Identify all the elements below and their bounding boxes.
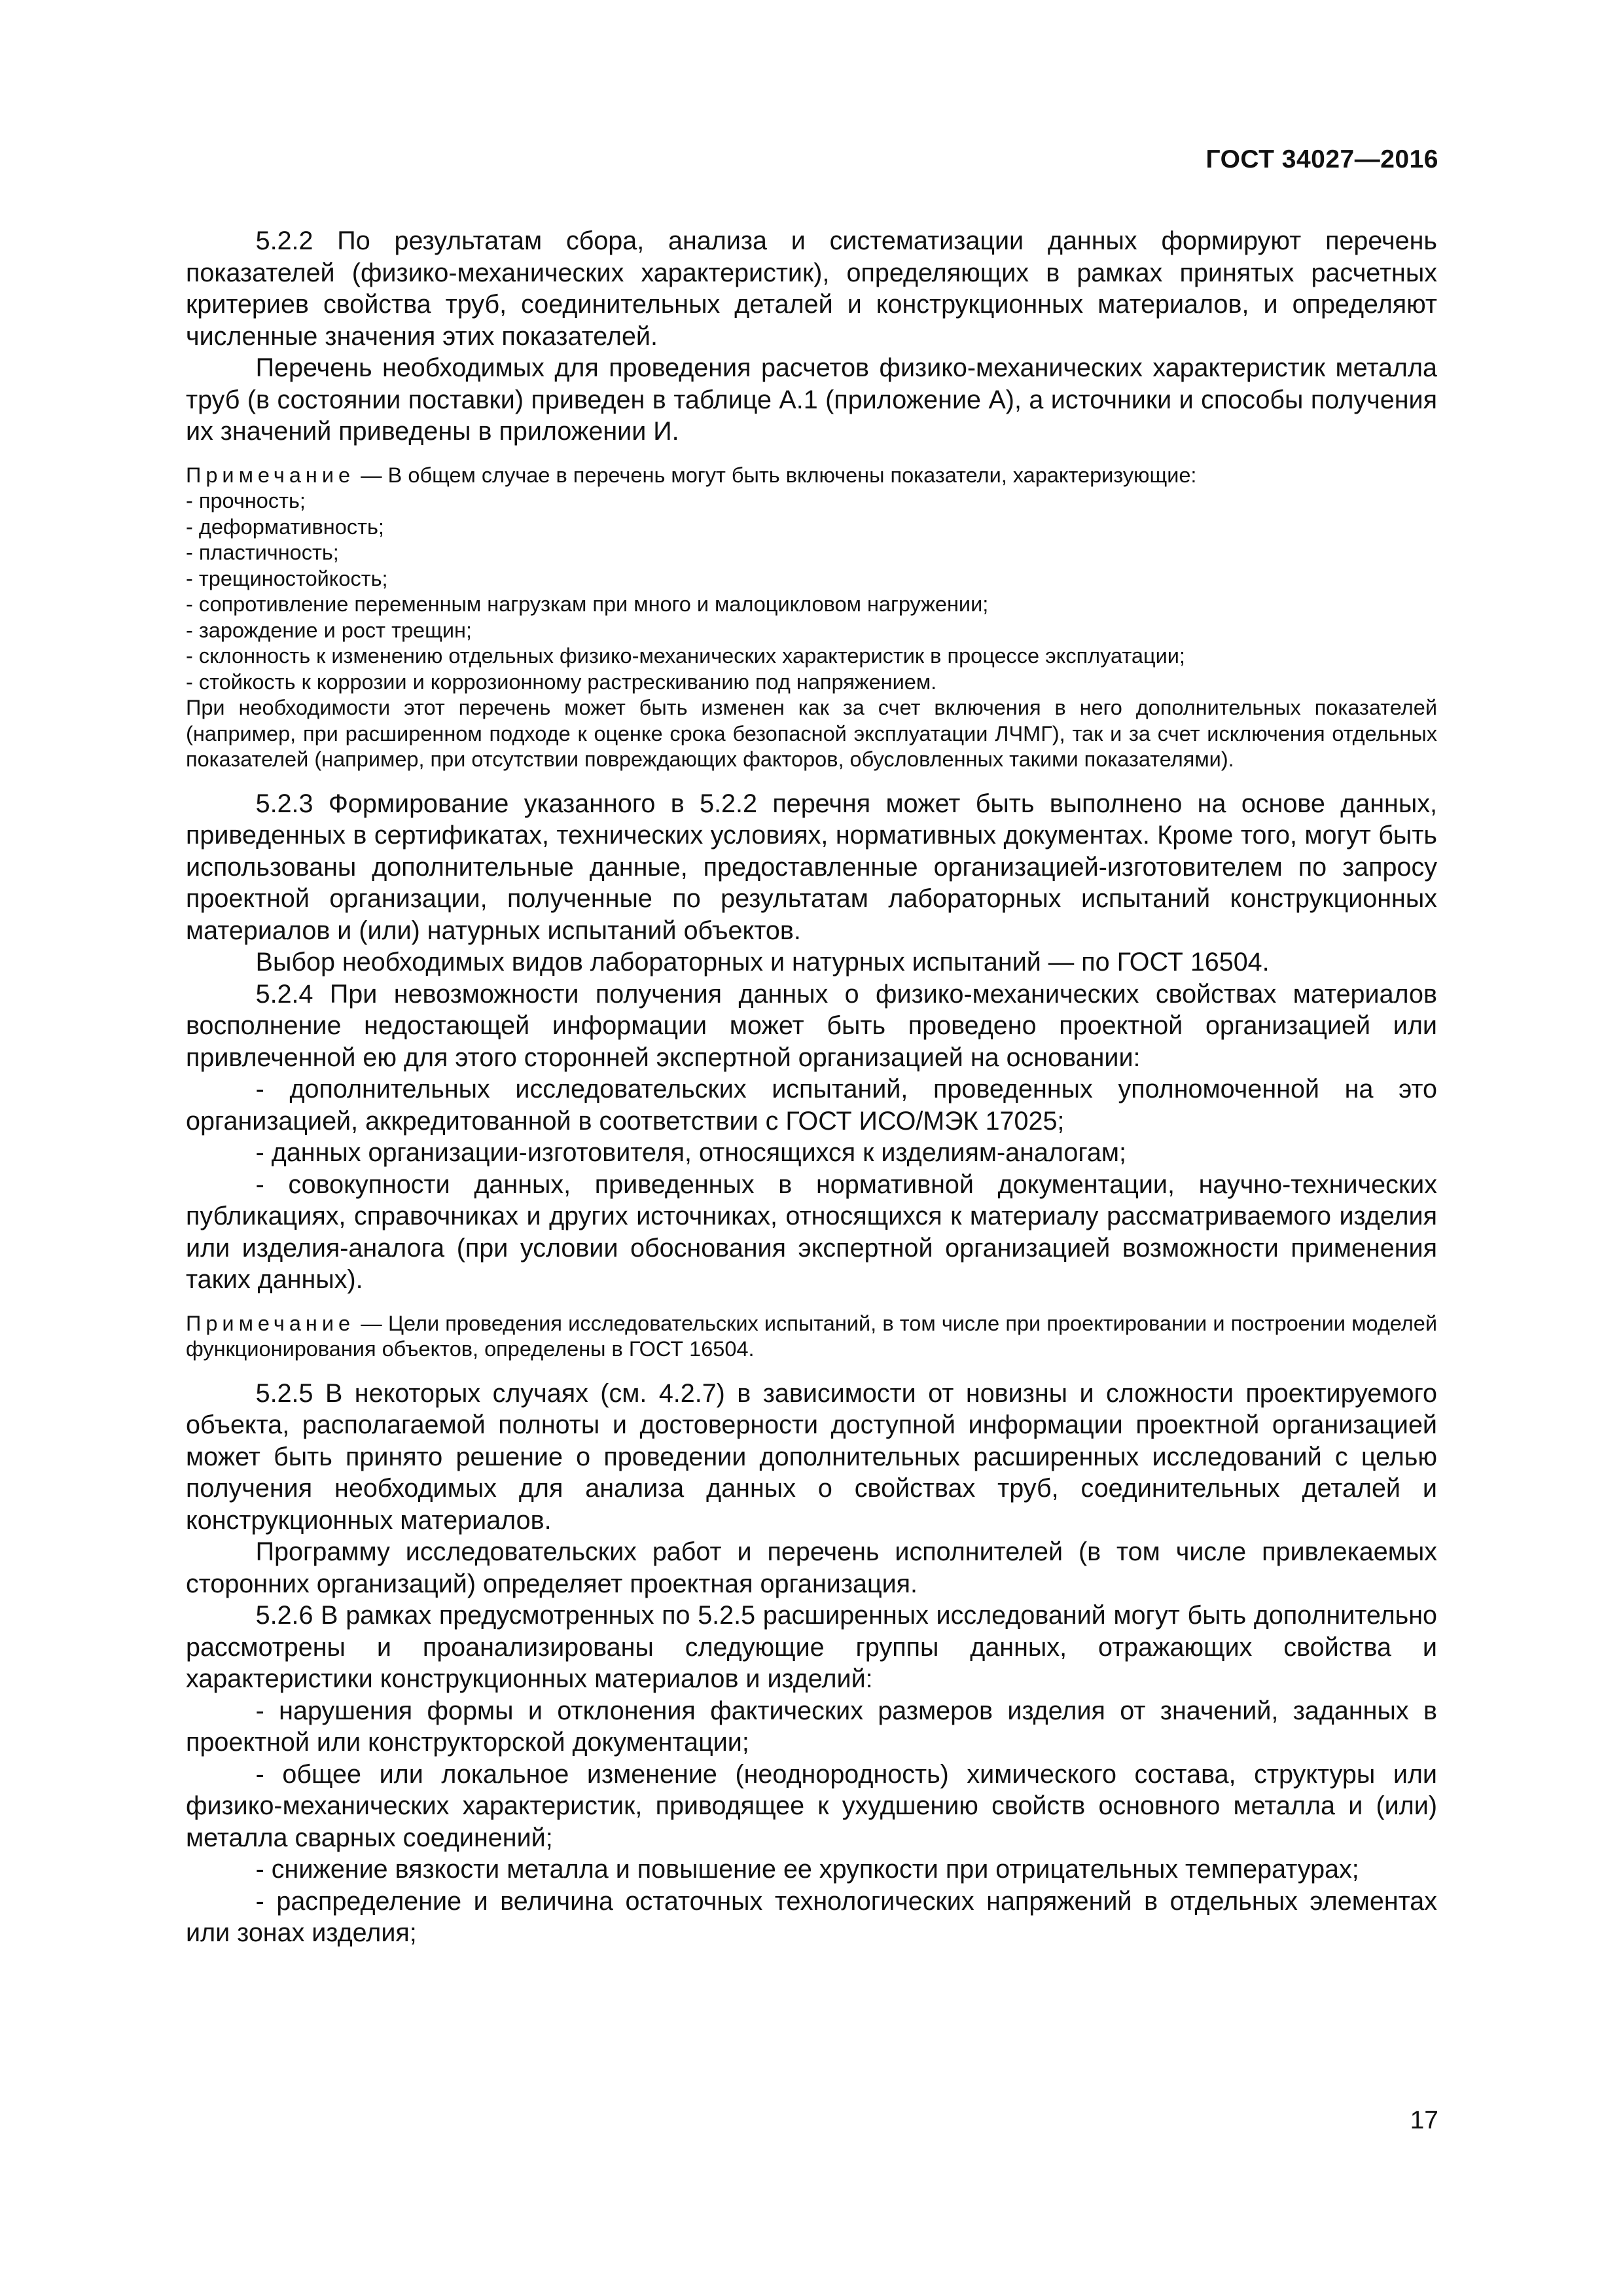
- paragraph-5-2-5: 5.2.5 В некоторых случаях (см. 4.2.7) в зависимости от новизны и сложности проектируемого объекта, располагаемой полноты и достоверности доступной информации проектной организацией может быть принято решение о проведении дополнительных расширенных исследований с целью получения необходимых для анализа данных о свойствах труб, соединительных деталей и конструкционных материалов.: [186, 1378, 1437, 1535]
- paragraph-5-2-3: 5.2.3 Формирование указанного в 5.2.2 перечня может быть выполнено на основе данных, приведенных в сертификатах, технических условиях, нормативных документах. Кроме того, могут быть использованы дополнительные данные, предоставленные организацией-изготовителем по запросу проектной организации, полученные по результатам лабораторных испытаний конструкционных материалов и (или) натурных испытаний объектов.: [186, 789, 1437, 945]
- note-1-label: Примечание: [186, 463, 355, 487]
- note-1-item: - трещиностойкость;: [186, 566, 388, 590]
- page-number: 17: [1410, 2106, 1438, 2134]
- note-1: [186, 463, 1437, 773]
- note-1-item: - деформативность;: [186, 514, 384, 539]
- paragraph-5-2-6: 5.2.6 В рамках предусмотренных по 5.2.5 расширенных исследований могут быть дополнительно рассмотрены и проанализированы следующие группы данных, отражающих свойства и характеристики конструкционных материалов и изделий:: [186, 1601, 1437, 1693]
- note-1-item: - пластичность;: [186, 541, 339, 564]
- list-item: - нарушения формы и отклонения фактических размеров изделия от значений, заданных в проектной или конструкторской документации;: [186, 1696, 1437, 1757]
- note-1-item: - сопротивление переменным нагрузкам при много и малоцикловом нагружении;: [186, 592, 989, 616]
- page-content: [186, 225, 1437, 1949]
- note-2: [186, 1311, 1437, 1363]
- list-item: - общее или локальное изменение (неоднородность) химического состава, структуры или физико-механических характеристик, приводящее к ухудшению свойств основного металла и (или) металла сварных соединений;: [186, 1759, 1437, 1852]
- note-1-tail: При необходимости этот перечень может быть изменен как за счет включения в него дополнительных показателей (например, при расширенном подходе к оценке срока безопасной эксплуатации ЛЧМГ), так и за счет исключения отдельных показателей (например, при отсутствии повреждающих факторов, обусловленных такими показателями).: [186, 696, 1437, 771]
- note-1-item: - зарождение и рост трещин;: [186, 618, 473, 642]
- list-item: - снижение вязкости металла и повышение ее хрупкости при отрицательных температурах;: [255, 1855, 1359, 1884]
- list-item: - данных организации-изготовителя, относящихся к изделиям-аналогам;: [255, 1138, 1127, 1167]
- paragraph-research-program: Программу исследовательских работ и перечень исполнителей (в том числе привлекаемых сторонних организаций) определяет проектная организация.: [186, 1537, 1437, 1598]
- note-1-item: - склонность к изменению отдельных физико-механических характеристик в процессе эксплуатации;: [186, 644, 1185, 668]
- note-1-item: - прочность;: [186, 489, 306, 512]
- paragraph-indicators-list: Перечень необходимых для проведения расчетов физико-механических характеристик металла труб (в состоянии поставки) приведен в таблице А.1 (приложение А), а источники и способы получения их значений приведены в приложении И.: [186, 353, 1437, 446]
- note-2-label: Примечание: [186, 1311, 355, 1335]
- note-1-item: - стойкость к коррозии и коррозионному растрескиванию под напряжением.: [186, 670, 937, 694]
- list-item: - распределение и величина остаточных технологических напряжений в отдельных элементах или зонах изделия;: [186, 1886, 1437, 1947]
- note-2-text-block: [186, 1311, 1437, 1363]
- paragraph-5-2-2: 5.2.2 По результатам сбора, анализа и систематизации данных формируют перечень показателей (физико-механических характеристик), определяющих в рамках принятых расчетных критериев свойства труб, соединительных деталей и конструкционных материалов, и определяют численные значения этих показателей.: [186, 226, 1437, 351]
- note-1-intro: [186, 463, 1437, 489]
- paragraph-tests-choice: Выбор необходимых видов лабораторных и натурных испытаний — по ГОСТ 16504.: [255, 948, 1270, 977]
- note-1-text: — В общем случае в перечень могут быть включены показатели, характеризующие:: [355, 463, 1197, 487]
- paragraph-5-2-4: 5.2.4 При невозможности получения данных о физико-механических свойствах материалов восполнение недостающей информации может быть проведено проектной организацией или привлеченной ею для этого сторонней экспертной организацией на основании:: [186, 979, 1437, 1072]
- list-item: - совокупности данных, приведенных в нормативной документации, научно-технических публикациях, справочниках и других источниках, относящихся к материалу рассматриваемого изделия или изделия-аналога (при условии обоснования экспертной организацией возможности применения таких данных).: [186, 1170, 1437, 1294]
- note-2-text: — Цели проведения исследовательских испытаний, в том числе при проектировании и построении моделей функционирования объектов, определены в ГОСТ 16504.: [186, 1311, 1437, 1361]
- document-header-id: ГОСТ 34027—2016: [1205, 145, 1438, 173]
- list-item: - дополнительных исследовательских испытаний, проведенных уполномоченной на это организацией, аккредитованной в соответствии с ГОСТ ИСО/МЭК 17025;: [186, 1075, 1437, 1136]
